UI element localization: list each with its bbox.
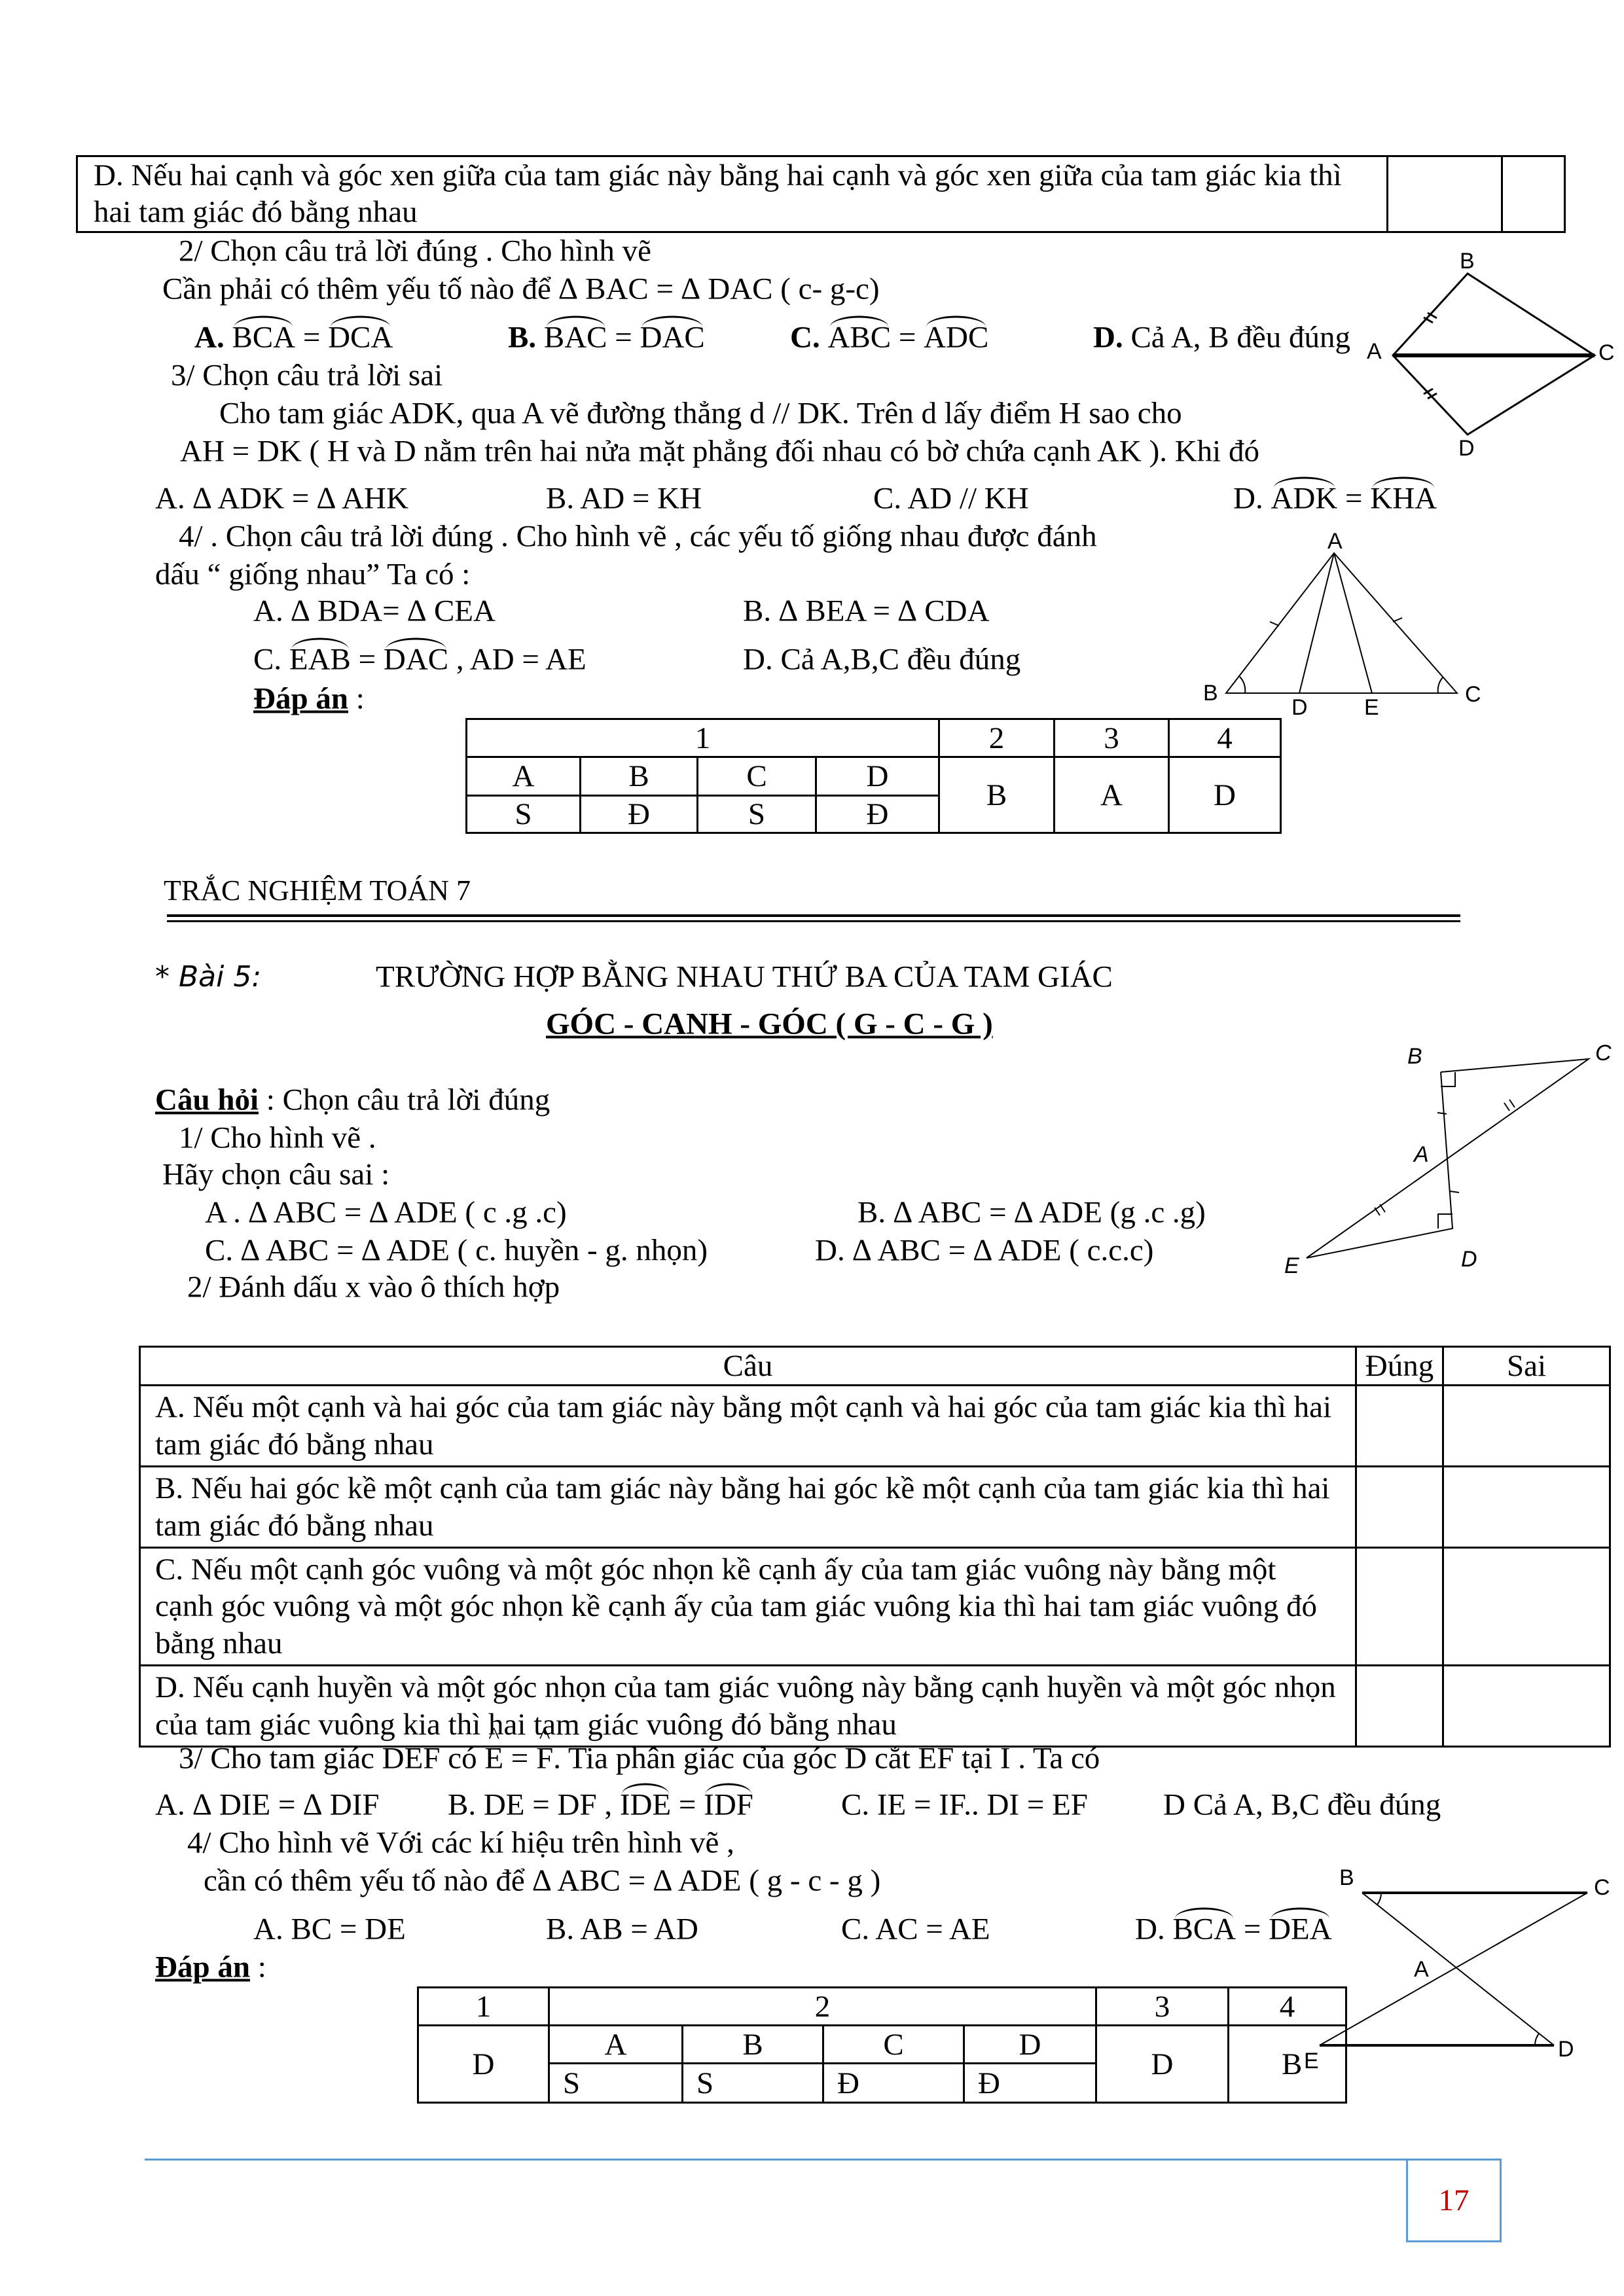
angle: DEA	[1269, 1912, 1332, 1946]
q4b-option-c[interactable]: C. AC = AE	[841, 1912, 990, 1946]
sub-header: B	[581, 757, 698, 796]
sub-header: C	[698, 757, 816, 796]
prompt-text: 3/ Cho tam giác DEF có	[179, 1741, 485, 1776]
q4-prompt: dấu “ giống nhau” Ta có :	[155, 557, 471, 592]
sub-header: A	[467, 757, 581, 796]
q3-option-a[interactable]: A. ∆ ADK = ∆ AHK	[155, 481, 408, 516]
angle: IDF	[704, 1787, 753, 1822]
answer-cell: Đ	[581, 796, 698, 833]
q4-title: 4/ . Chọn câu trả lời đúng . Cho hình vẽ , các yếu tố giống nhau được đánh	[179, 519, 1097, 554]
opt-text: Cả A, B đều đúng	[1123, 320, 1350, 355]
opt-label: C.	[790, 320, 820, 355]
segment-bd	[1362, 1893, 1554, 2045]
q3-prompt-1: Cho tam giác ADK, qua A vẽ đường thẳng d // DK. Trên d lấy điểm H sao cho	[219, 396, 1182, 431]
q4-option-a[interactable]: A. ∆ BDA= ∆ CEA	[253, 594, 496, 628]
q2-prompt: Cần phải có thêm yếu tố nào để ∆ BAC = ∆ DAC ( c- g-c)	[162, 272, 880, 306]
statement-cell: D. Nếu cạnh huyền và một góc nhọn của tam giác vuông này bằng cạnh huyền và một góc nhọn của tam giác vuông kia thì hai tam giác vuông đó bằng nhau	[140, 1666, 1356, 1747]
answer-cell: A	[1055, 757, 1169, 833]
q4b-title: 4/ Cho hình vẽ Với các kí hiệu trên hình vẽ ,	[187, 1825, 734, 1860]
question-instruction: : Chọn câu trả lời đúng	[259, 1083, 550, 1117]
prompt-text: . Tia phân giác của góc D cắt EF tại I . Ta có	[553, 1741, 1100, 1776]
answer-cell: B	[1229, 2026, 1346, 2103]
point-label: D	[1291, 695, 1308, 720]
sub-header: C	[823, 2026, 964, 2064]
angle: DAC	[640, 320, 705, 355]
angle: DAC	[383, 642, 449, 677]
lesson-title: TRƯỜNG HỢP BẰNG NHAU THỨ BA CỦA TAM GIÁC	[376, 960, 1113, 994]
eq: =	[350, 642, 384, 677]
q4-option-b[interactable]: B. ∆ BEA = ∆ CDA	[743, 594, 990, 628]
figure-isosceles	[1203, 529, 1481, 720]
col-header: 1	[467, 719, 939, 757]
point-label: D	[1458, 436, 1475, 461]
eq: =	[607, 320, 640, 355]
footer-line	[145, 2159, 1406, 2161]
col-header: 1	[418, 1988, 549, 2026]
col-header: 2	[549, 1988, 1096, 2026]
triangle-abc	[1226, 553, 1457, 693]
point-label: C	[1595, 1041, 1612, 1066]
row-d-text: D. Nếu hai cạnh và góc xen giữa của tam giác này bằng hai cạnh và góc xen giữa của tam giác kia thì hai tam giác đó bằng nhau	[77, 156, 1388, 232]
opt-label: A.	[194, 320, 225, 355]
point-label: A	[1367, 339, 1382, 364]
statement-cell: C. Nếu một cạnh góc vuông và một góc nhọn kề cạnh ấy của tam giác vuông này bằng một cạnh góc vuông và một góc nhọn kề cạnh ấy của tam giác vuông kia thì hai tam giác vuông đó bằng nhau	[140, 1547, 1356, 1665]
marks	[1375, 1072, 1515, 1229]
colon: :	[249, 1950, 266, 1984]
q2b-title: 2/ Đánh dấu x vào ô thích hợp	[187, 1270, 560, 1304]
answer-cell: S	[683, 2064, 823, 2103]
equal-marks	[1240, 618, 1443, 693]
point-label: D	[1461, 1247, 1477, 1272]
sub-header: B	[683, 2026, 823, 2064]
q1b-title: 1/ Cho hình vẽ .	[179, 1121, 376, 1155]
col-header: 3	[1055, 719, 1169, 757]
sub-header: D	[816, 757, 939, 796]
answer-cell: S	[549, 2064, 683, 2103]
angle: EAB	[289, 642, 351, 677]
answer-cell: D	[418, 2026, 549, 2103]
opt-label: D.	[1093, 320, 1123, 355]
point-label: A	[1414, 1142, 1429, 1167]
col-header: 3	[1096, 1988, 1229, 2026]
angle: IDE	[619, 1787, 672, 1822]
angle: BCA	[232, 320, 296, 355]
eq: =	[1236, 1912, 1269, 1946]
statement-cell: A. Nếu một cạnh và hai góc của tam giác này bằng một cạnh và hai góc của tam giác kia thì hai tam giác đó bằng nhau	[140, 1386, 1356, 1467]
answer-cell: Đ	[816, 796, 939, 833]
angle: BAC	[543, 320, 607, 355]
q3-prompt-2: AH = DK ( H và D nằm trên hai nửa mặt phẳng đối nhau có bờ chứa cạnh AK ). Khi đó	[180, 434, 1259, 469]
q4b-option-b[interactable]: B. AB = AD	[546, 1912, 698, 1946]
point-label: B	[1407, 1044, 1422, 1069]
col-header: 4	[1229, 1988, 1346, 2026]
figure-rhombus	[1367, 249, 1615, 461]
answer-label: Đáp án	[155, 1950, 250, 1984]
opt-label: B. DE = DF ,	[448, 1787, 620, 1822]
col-header: 2	[939, 719, 1055, 757]
point-label: B	[1203, 681, 1218, 706]
point-label: D	[1558, 2037, 1574, 2062]
point-label: B	[1460, 249, 1475, 274]
sub-header: D	[964, 2026, 1096, 2064]
opt-label: C.	[253, 642, 289, 677]
angle-f: ^ F	[536, 1744, 553, 1774]
q1b-prompt: Hãy chọn câu sai :	[162, 1157, 390, 1192]
angle: BCA	[1172, 1912, 1236, 1946]
answer-cell: S	[698, 796, 816, 833]
point-label: A	[1327, 529, 1343, 554]
colon: :	[348, 681, 365, 716]
figure-lines	[1307, 1059, 1589, 1258]
angle: KHA	[1370, 481, 1437, 516]
answer-cell: D	[1096, 2026, 1229, 2103]
opt-label: D.	[1135, 1912, 1173, 1946]
angle: DCA	[328, 320, 393, 355]
q1b-option-a[interactable]: A . ∆ ABC = ∆ ADE ( c .g .c)	[205, 1195, 567, 1230]
point-label: E	[1364, 695, 1379, 720]
section-header: TRẮC NGHIỆM TOÁN 7	[164, 874, 471, 906]
eq: =	[891, 320, 924, 355]
point-label: E	[1304, 2049, 1319, 2073]
point-label: A	[1414, 1957, 1429, 1982]
question-label: Câu hỏi	[155, 1083, 259, 1117]
q1b-option-d[interactable]: D. ∆ ABC = ∆ ADE ( c.c.c)	[815, 1233, 1154, 1268]
col-header: Sai	[1443, 1347, 1610, 1386]
answer-cell: B	[939, 757, 1055, 833]
angle-e: ^ E	[484, 1744, 503, 1774]
eq: =	[503, 1741, 537, 1776]
answer-label: Đáp án	[253, 681, 348, 716]
segment-ce	[1320, 1893, 1587, 2045]
angle: ADK	[1271, 481, 1338, 516]
lesson-number: * Bài 5:	[155, 960, 262, 994]
q1b-option-b[interactable]: B. ∆ ABC = ∆ ADE (g .c .g)	[857, 1195, 1206, 1230]
segment-ad	[1299, 553, 1334, 693]
sub-header: A	[549, 2026, 683, 2064]
q3b-option-c[interactable]: C. IE = IF.. DI = EF	[841, 1787, 1088, 1822]
point-label: C	[1594, 1875, 1610, 1900]
q3b-option-a[interactable]: A. ∆ DIE = ∆ DIF	[155, 1787, 380, 1822]
statement-cell: B. Nếu hai góc kề một cạnh của tam giác này bằng hai góc kề một cạnh của tam giác kia thì hai tam giác đó bằng nhau	[140, 1467, 1356, 1548]
q4b-prompt: cần có thêm yếu tố nào để ∆ ABC = ∆ ADE ( g - c - g )	[204, 1863, 881, 1898]
answer-cell: Đ	[964, 2064, 1096, 2103]
eq: =	[295, 320, 329, 355]
page-number: 17	[1406, 2159, 1502, 2242]
angle: ABC	[827, 320, 892, 355]
figure-gcg-2	[1304, 1865, 1610, 2073]
opt-tail: , AD = AE	[448, 642, 586, 677]
q3-option-b[interactable]: B. AD = KH	[546, 481, 702, 516]
col-header: Đúng	[1356, 1347, 1443, 1386]
point-label: C	[1598, 340, 1615, 365]
answer-cell: S	[467, 796, 581, 833]
q4b-option-a[interactable]: A. BC = DE	[253, 1912, 406, 1946]
opt-label: D.	[1233, 481, 1271, 516]
figure-gcg-1	[1284, 1041, 1612, 1278]
point-label: B	[1339, 1865, 1354, 1890]
angle: ADC	[924, 320, 989, 355]
col-header: Câu	[140, 1347, 1356, 1386]
answer-cell: D	[1169, 757, 1281, 833]
point-label: E	[1284, 1253, 1299, 1278]
q4-option-d[interactable]: D. Cả A,B,C đều đúng	[743, 642, 1021, 677]
lesson-subtitle: GÓC - CANH - GÓC ( G - C - G )	[546, 1007, 993, 1041]
q2-title: 2/ Chọn câu trả lời đúng . Cho hình vẽ	[179, 234, 651, 268]
point-label: C	[1465, 682, 1481, 707]
col-header: 4	[1169, 719, 1281, 757]
eq: =	[671, 1787, 704, 1822]
q1b-option-c[interactable]: C. ∆ ABC = ∆ ADE ( c. huyền - g. nhọn)	[205, 1233, 708, 1268]
eq: =	[1337, 481, 1371, 516]
opt-label: B.	[508, 320, 537, 355]
q3-option-c[interactable]: C. AD // KH	[873, 481, 1029, 516]
answer-cell: Đ	[823, 2064, 964, 2103]
q3b-option-d[interactable]: D Cả A, B,C đều đúng	[1163, 1787, 1441, 1822]
q3-title: 3/ Chọn câu trả lời sai	[171, 358, 443, 393]
